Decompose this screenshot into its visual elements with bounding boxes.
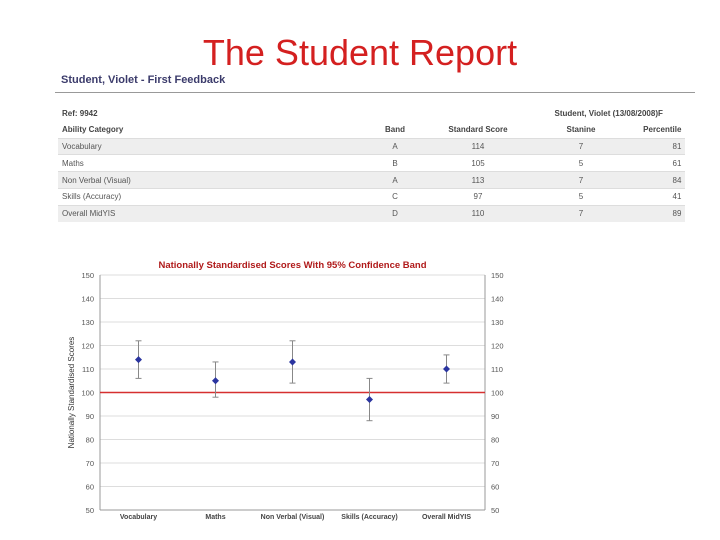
- y-tick-label-left: 80: [85, 435, 94, 445]
- row-band: A: [366, 172, 424, 189]
- table-header-row: [58, 122, 695, 138]
- y-tick-label-left: 70: [85, 459, 94, 468]
- row-category-link[interactable]: Vocabulary: [58, 138, 366, 155]
- score-point: [366, 396, 373, 403]
- row-stanine: 7: [532, 172, 630, 189]
- y-tick-label-right: 140: [491, 294, 504, 304]
- y-tick-label-left: 60: [85, 482, 94, 492]
- x-tick-label: Maths: [205, 514, 226, 521]
- y-tick-label-left: 50: [85, 506, 94, 515]
- score-point: [135, 356, 142, 363]
- y-axis-label: Nationally Standardised Scores: [67, 336, 76, 449]
- row-category-link[interactable]: Overall MidYIS: [58, 205, 366, 221]
- x-tick-label: Non Verbal (Visual): [260, 514, 325, 521]
- score-point: [212, 377, 219, 384]
- row-band: A: [366, 138, 424, 155]
- x-tick-label: Vocabulary: [119, 514, 158, 521]
- score-chart: [60, 255, 520, 525]
- ref-label: Ref: 9942: [62, 109, 98, 119]
- y-tick-label-left: 120: [81, 341, 94, 351]
- chart-title: Nationally Standardised Scores With 95% Confidence Band: [158, 260, 427, 271]
- row-stanine: 7: [532, 205, 630, 221]
- y-tick-label-left: 90: [85, 412, 94, 421]
- row-percentile: 84: [630, 172, 685, 189]
- report-subtitle: Student, Violet - First Feedback: [61, 74, 226, 86]
- y-tick-label-right: 100: [491, 388, 504, 398]
- row-score: 113: [424, 172, 532, 189]
- x-tick-label: Skills (Accuracy): [341, 514, 398, 521]
- header-stanine: Stanine: [566, 125, 596, 135]
- slide-title: The Student Report: [202, 32, 518, 73]
- y-tick-label-right: 120: [491, 341, 504, 351]
- row-stanine: 5: [532, 188, 630, 205]
- score-point: [289, 358, 296, 365]
- y-tick-label-left: 130: [81, 318, 94, 327]
- y-tick-label-right: 110: [491, 365, 503, 374]
- y-tick-label-left: 100: [81, 388, 94, 398]
- y-tick-label-right: 90: [491, 412, 500, 421]
- y-tick-label-right: 70: [491, 459, 500, 468]
- table-row: [58, 172, 695, 189]
- table-row: [58, 205, 695, 221]
- row-score: 105: [424, 155, 532, 172]
- header-percentile: Percentile: [643, 125, 682, 135]
- y-tick-label-right: 80: [491, 435, 500, 445]
- row-percentile: 81: [630, 138, 685, 155]
- y-tick-label-right: 150: [491, 271, 504, 280]
- row-stanine: 7: [532, 138, 630, 155]
- table-row: [58, 138, 695, 155]
- header-band: Band: [385, 125, 405, 135]
- table-meta-row: [58, 106, 695, 122]
- row-band: D: [366, 205, 424, 221]
- row-category-link[interactable]: Maths: [58, 155, 366, 172]
- table-row: [58, 188, 695, 205]
- results-table: [58, 106, 695, 222]
- row-score: 97: [424, 188, 532, 205]
- row-percentile: 89: [630, 205, 685, 221]
- y-tick-label-left: 150: [81, 271, 94, 280]
- row-percentile: 61: [630, 155, 685, 172]
- header-ability-category: Ability Category: [62, 125, 124, 135]
- y-tick-label-right: 130: [491, 318, 504, 327]
- score-chart-svg: [60, 255, 520, 525]
- row-score: 110: [424, 205, 532, 221]
- y-tick-label-right: 50: [491, 506, 500, 515]
- subtitle-divider: [55, 92, 695, 93]
- score-point: [443, 366, 450, 373]
- row-category-link[interactable]: Skills (Accuracy): [58, 188, 366, 205]
- row-percentile: 41: [630, 188, 685, 205]
- row-band: B: [366, 155, 424, 172]
- y-tick-label-left: 140: [81, 294, 94, 304]
- table-row: [58, 155, 695, 172]
- row-band: C: [366, 188, 424, 205]
- row-stanine: 5: [532, 155, 630, 172]
- student-label: Student, Violet (13/08/2008)F: [554, 109, 663, 119]
- header-standard-score: Standard Score: [448, 125, 508, 135]
- x-tick-label: Overall MidYIS: [421, 514, 472, 521]
- y-tick-label-right: 60: [491, 482, 500, 492]
- row-score: 114: [424, 138, 532, 155]
- row-category-link[interactable]: Non Verbal (Visual): [58, 172, 366, 189]
- y-tick-label-left: 110: [82, 365, 94, 374]
